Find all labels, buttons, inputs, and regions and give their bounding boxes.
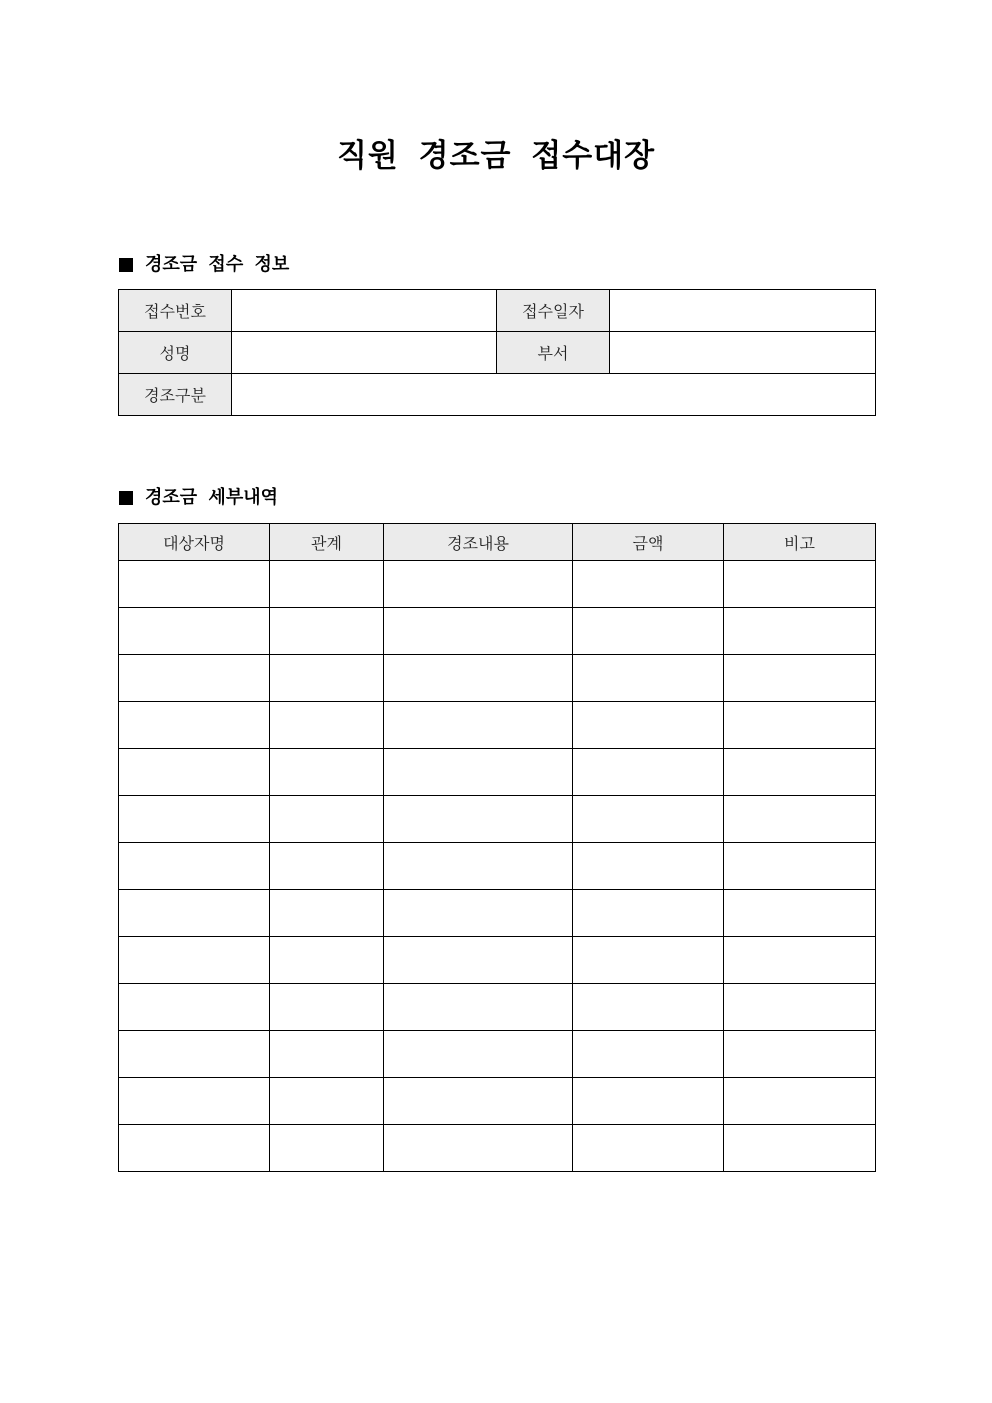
section-heading-info-text: 경조금 접수 정보 xyxy=(145,254,290,275)
relation-cell[interactable] xyxy=(270,655,384,702)
remarks-cell[interactable] xyxy=(724,890,876,937)
info-row xyxy=(119,290,876,332)
remarks-cell[interactable] xyxy=(724,796,876,843)
table-row xyxy=(119,890,876,937)
relation-cell[interactable] xyxy=(270,749,384,796)
table-row xyxy=(119,1078,876,1125)
table-row xyxy=(119,655,876,702)
event-cell[interactable] xyxy=(384,608,573,655)
recipient-cell[interactable] xyxy=(119,984,270,1031)
event-cell[interactable] xyxy=(384,749,573,796)
column-header-relation: 관계 xyxy=(270,524,384,561)
name-label: 성명 xyxy=(119,332,232,374)
recipient-cell[interactable] xyxy=(119,1031,270,1078)
recipient-cell[interactable] xyxy=(119,1078,270,1125)
event-cell[interactable] xyxy=(384,561,573,608)
column-header-recipient: 대상자명 xyxy=(119,524,270,561)
recipient-cell[interactable] xyxy=(119,655,270,702)
section-heading-info xyxy=(119,253,289,277)
receipt-no-field[interactable] xyxy=(232,290,497,332)
detail-table xyxy=(118,523,876,1172)
event-cell[interactable] xyxy=(384,843,573,890)
category-field[interactable] xyxy=(232,374,876,416)
table-row xyxy=(119,984,876,1031)
table-row xyxy=(119,702,876,749)
event-cell[interactable] xyxy=(384,1031,573,1078)
remarks-cell[interactable] xyxy=(724,749,876,796)
relation-cell[interactable] xyxy=(270,843,384,890)
document-title: 직원 경조금 접수대장 xyxy=(336,138,656,174)
recipient-cell[interactable] xyxy=(119,796,270,843)
event-cell[interactable] xyxy=(384,1078,573,1125)
detail-header-row xyxy=(119,524,876,561)
receipt-no-label: 접수번호 xyxy=(119,290,232,332)
amount-cell[interactable] xyxy=(573,655,724,702)
relation-cell[interactable] xyxy=(270,561,384,608)
relation-cell[interactable] xyxy=(270,702,384,749)
column-header-remarks: 비고 xyxy=(724,524,876,561)
relation-cell[interactable] xyxy=(270,984,384,1031)
table-row xyxy=(119,749,876,796)
table-row xyxy=(119,1031,876,1078)
table-row xyxy=(119,937,876,984)
amount-cell[interactable] xyxy=(573,749,724,796)
remarks-cell[interactable] xyxy=(724,1125,876,1172)
remarks-cell[interactable] xyxy=(724,655,876,702)
amount-cell[interactable] xyxy=(573,702,724,749)
event-cell[interactable] xyxy=(384,984,573,1031)
recipient-cell[interactable] xyxy=(119,1125,270,1172)
event-cell[interactable] xyxy=(384,655,573,702)
section-heading-detail-text: 경조금 세부내역 xyxy=(145,487,278,508)
recipient-cell[interactable] xyxy=(119,937,270,984)
relation-cell[interactable] xyxy=(270,937,384,984)
recipient-cell[interactable] xyxy=(119,561,270,608)
detail-table-body xyxy=(119,561,876,1172)
category-label: 경조구분 xyxy=(119,374,232,416)
remarks-cell[interactable] xyxy=(724,608,876,655)
table-row xyxy=(119,843,876,890)
table-row xyxy=(119,561,876,608)
info-row xyxy=(119,332,876,374)
receipt-info-table xyxy=(118,289,876,416)
recipient-cell[interactable] xyxy=(119,702,270,749)
info-row xyxy=(119,374,876,416)
event-cell[interactable] xyxy=(384,702,573,749)
column-header-amount: 금액 xyxy=(573,524,724,561)
recipient-cell[interactable] xyxy=(119,843,270,890)
event-cell[interactable] xyxy=(384,1125,573,1172)
relation-cell[interactable] xyxy=(270,1078,384,1125)
amount-cell[interactable] xyxy=(573,608,724,655)
amount-cell[interactable] xyxy=(573,890,724,937)
event-cell[interactable] xyxy=(384,937,573,984)
recipient-cell[interactable] xyxy=(119,749,270,796)
remarks-cell[interactable] xyxy=(724,561,876,608)
table-row xyxy=(119,796,876,843)
column-header-event: 경조내용 xyxy=(384,524,573,561)
amount-cell[interactable] xyxy=(573,843,724,890)
recipient-cell[interactable] xyxy=(119,608,270,655)
department-label: 부서 xyxy=(497,332,610,374)
relation-cell[interactable] xyxy=(270,608,384,655)
receipt-date-field[interactable] xyxy=(610,290,876,332)
amount-cell[interactable] xyxy=(573,1125,724,1172)
remarks-cell[interactable] xyxy=(724,1078,876,1125)
remarks-cell[interactable] xyxy=(724,1031,876,1078)
table-row xyxy=(119,608,876,655)
square-bullet-icon xyxy=(119,491,133,505)
relation-cell[interactable] xyxy=(270,1031,384,1078)
remarks-cell[interactable] xyxy=(724,937,876,984)
table-row xyxy=(119,1125,876,1172)
event-cell[interactable] xyxy=(384,796,573,843)
section-heading-detail xyxy=(119,486,278,510)
amount-cell[interactable] xyxy=(573,561,724,608)
recipient-cell[interactable] xyxy=(119,890,270,937)
square-bullet-icon xyxy=(119,258,133,272)
amount-cell[interactable] xyxy=(573,937,724,984)
remarks-cell[interactable] xyxy=(724,843,876,890)
relation-cell[interactable] xyxy=(270,1125,384,1172)
amount-cell[interactable] xyxy=(573,1078,724,1125)
name-field[interactable] xyxy=(232,332,497,374)
event-cell[interactable] xyxy=(384,890,573,937)
amount-cell[interactable] xyxy=(573,796,724,843)
relation-cell[interactable] xyxy=(270,890,384,937)
department-field[interactable] xyxy=(610,332,876,374)
remarks-cell[interactable] xyxy=(724,984,876,1031)
remarks-cell[interactable] xyxy=(724,702,876,749)
amount-cell[interactable] xyxy=(573,1031,724,1078)
amount-cell[interactable] xyxy=(573,984,724,1031)
receipt-date-label: 접수일자 xyxy=(497,290,610,332)
relation-cell[interactable] xyxy=(270,796,384,843)
